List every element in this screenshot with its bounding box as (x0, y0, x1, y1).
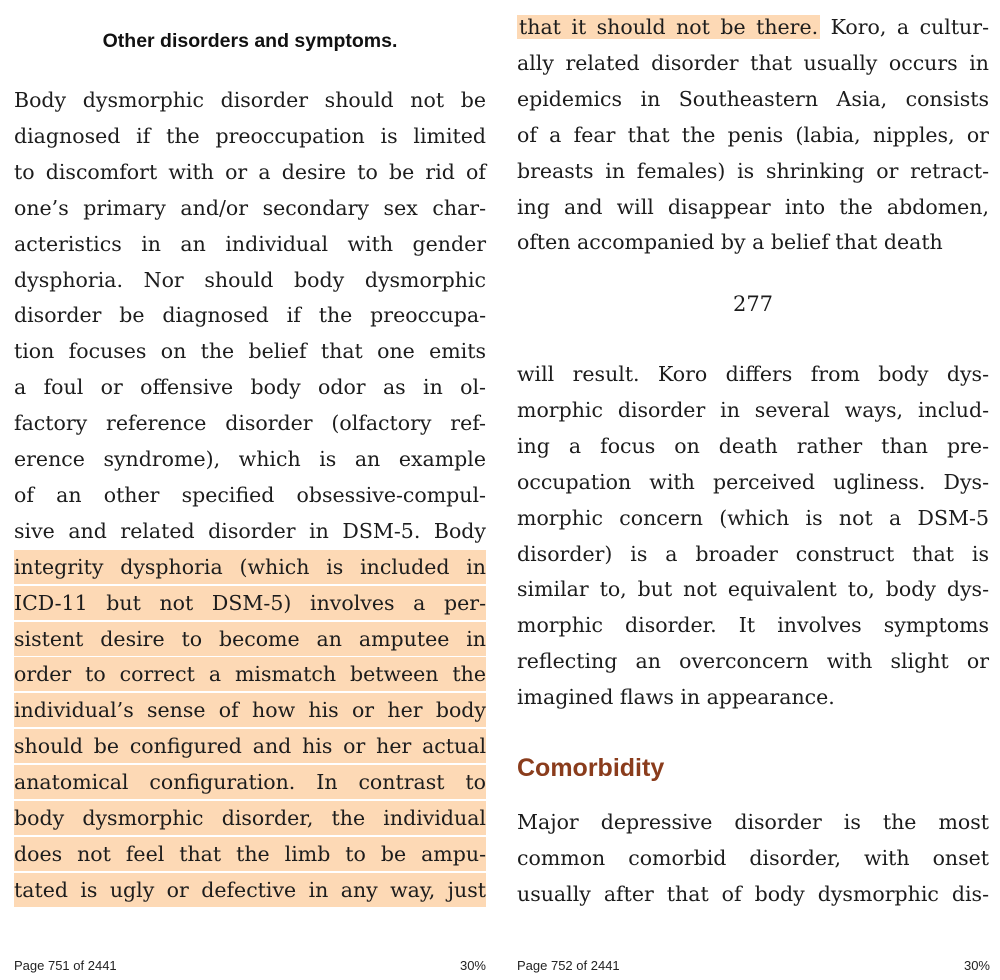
right-page-location: Page 752 of 2441 (517, 958, 620, 973)
left-reading-progress: 30% (459, 958, 486, 973)
body-text-line: body dysmorphic disorder, the individual (14, 801, 486, 835)
body-text-line: diagnosed if the preoccupation is limited (14, 123, 486, 148)
body-text-line: Body dysmorphic disorder should not be (14, 88, 486, 112)
body-text-line: anatomical configuration. In contrast to (14, 765, 486, 799)
print-page-number: 277 (732, 292, 774, 316)
body-text-line: epidemics in Southeastern Asia, consists (517, 86, 989, 111)
body-text-line: erence syndrome), which is an example (14, 447, 486, 471)
body-text-line: breasts in females) is shrinking or retract- (517, 158, 989, 183)
body-text-line: morphic disorder. It involves symptoms (517, 613, 989, 638)
body-text-line: imagined flaws in appearance. (517, 685, 835, 710)
right-reading-progress: 30% (963, 958, 990, 973)
body-text-line: morphic concern (which is not a DSM-5 (517, 505, 989, 530)
body-text-line: a foul or offensive body odor as in ol- (14, 375, 486, 400)
body-text-line: tated is ugly or defective in any way, just (14, 873, 486, 907)
body-text-line: of an other specified obsessive-compul- (14, 482, 486, 507)
body-text-line: reflecting an overconcern with slight or (517, 649, 989, 674)
body-text-line: of a fear that the penis (labia, nipples, or (517, 122, 989, 147)
body-text-line: factory reference disorder (olfactory ref- (14, 411, 486, 436)
body-text-line: one’s primary and/or secondary sex char- (14, 195, 486, 220)
body-text-line: disorder) is a broader construct that is (517, 541, 989, 566)
body-text-line: individual’s sense of how his or her body (14, 693, 486, 727)
body-text-line: acteristics in an individual with gender (14, 231, 486, 256)
body-text-line: should be configured and his or her actual (14, 729, 486, 763)
body-text-line: sive and related disorder in DSM-5. Body (14, 518, 486, 543)
body-text-line: often accompanied by a belief that death (517, 230, 943, 255)
body-text-line: will result. Koro differs from body dys- (517, 362, 989, 386)
body-text-line: does not feel that the limb to be ampu- (14, 837, 486, 871)
body-text-line: ing and will disappear into the abdomen, (517, 194, 989, 219)
body-text-line: sistent desire to become an amputee in (14, 622, 486, 656)
body-text-line: ing a focus on death rather than pre- (517, 433, 989, 458)
body-text-line: tion focuses on the belief that one emits (14, 339, 486, 364)
body-text-line: occupation with perceived ugliness. Dys- (517, 469, 989, 494)
section-heading: Other disorders and symptoms. (102, 30, 398, 52)
body-text-line: morphic disorder in several ways, includ- (517, 397, 989, 422)
left-page-location: Page 751 of 2441 (14, 958, 117, 973)
body-text-line: Major depressive disorder is the most (517, 810, 989, 834)
body-text-line: ally related disorder that usually occurs in (517, 50, 989, 75)
body-text-line: usually after that of body dysmorphic dis- (517, 881, 989, 906)
body-text-line: common comorbid disorder, with onset (517, 845, 989, 870)
highlighted-line: that it should not be there. Koro, a cultur- (519, 15, 989, 39)
body-text-line: order to correct a mismatch between the (14, 657, 486, 691)
body-text-line: ICD-11 but not DSM-5) involves a per- (14, 586, 486, 620)
body-text-line: integrity dysphoria (which is included in (14, 550, 486, 584)
body-text-line: dysphoria. Nor should body dysmorphic (14, 267, 486, 292)
body-text-line: similar to, but not equivalent to, body dys- (517, 577, 989, 602)
comorbidity-heading: Comorbidity (517, 754, 665, 782)
body-text-line: disorder be diagnosed if the preoccupa- (14, 303, 486, 328)
body-text-line: to discomfort with or a desire to be rid of (14, 159, 486, 184)
